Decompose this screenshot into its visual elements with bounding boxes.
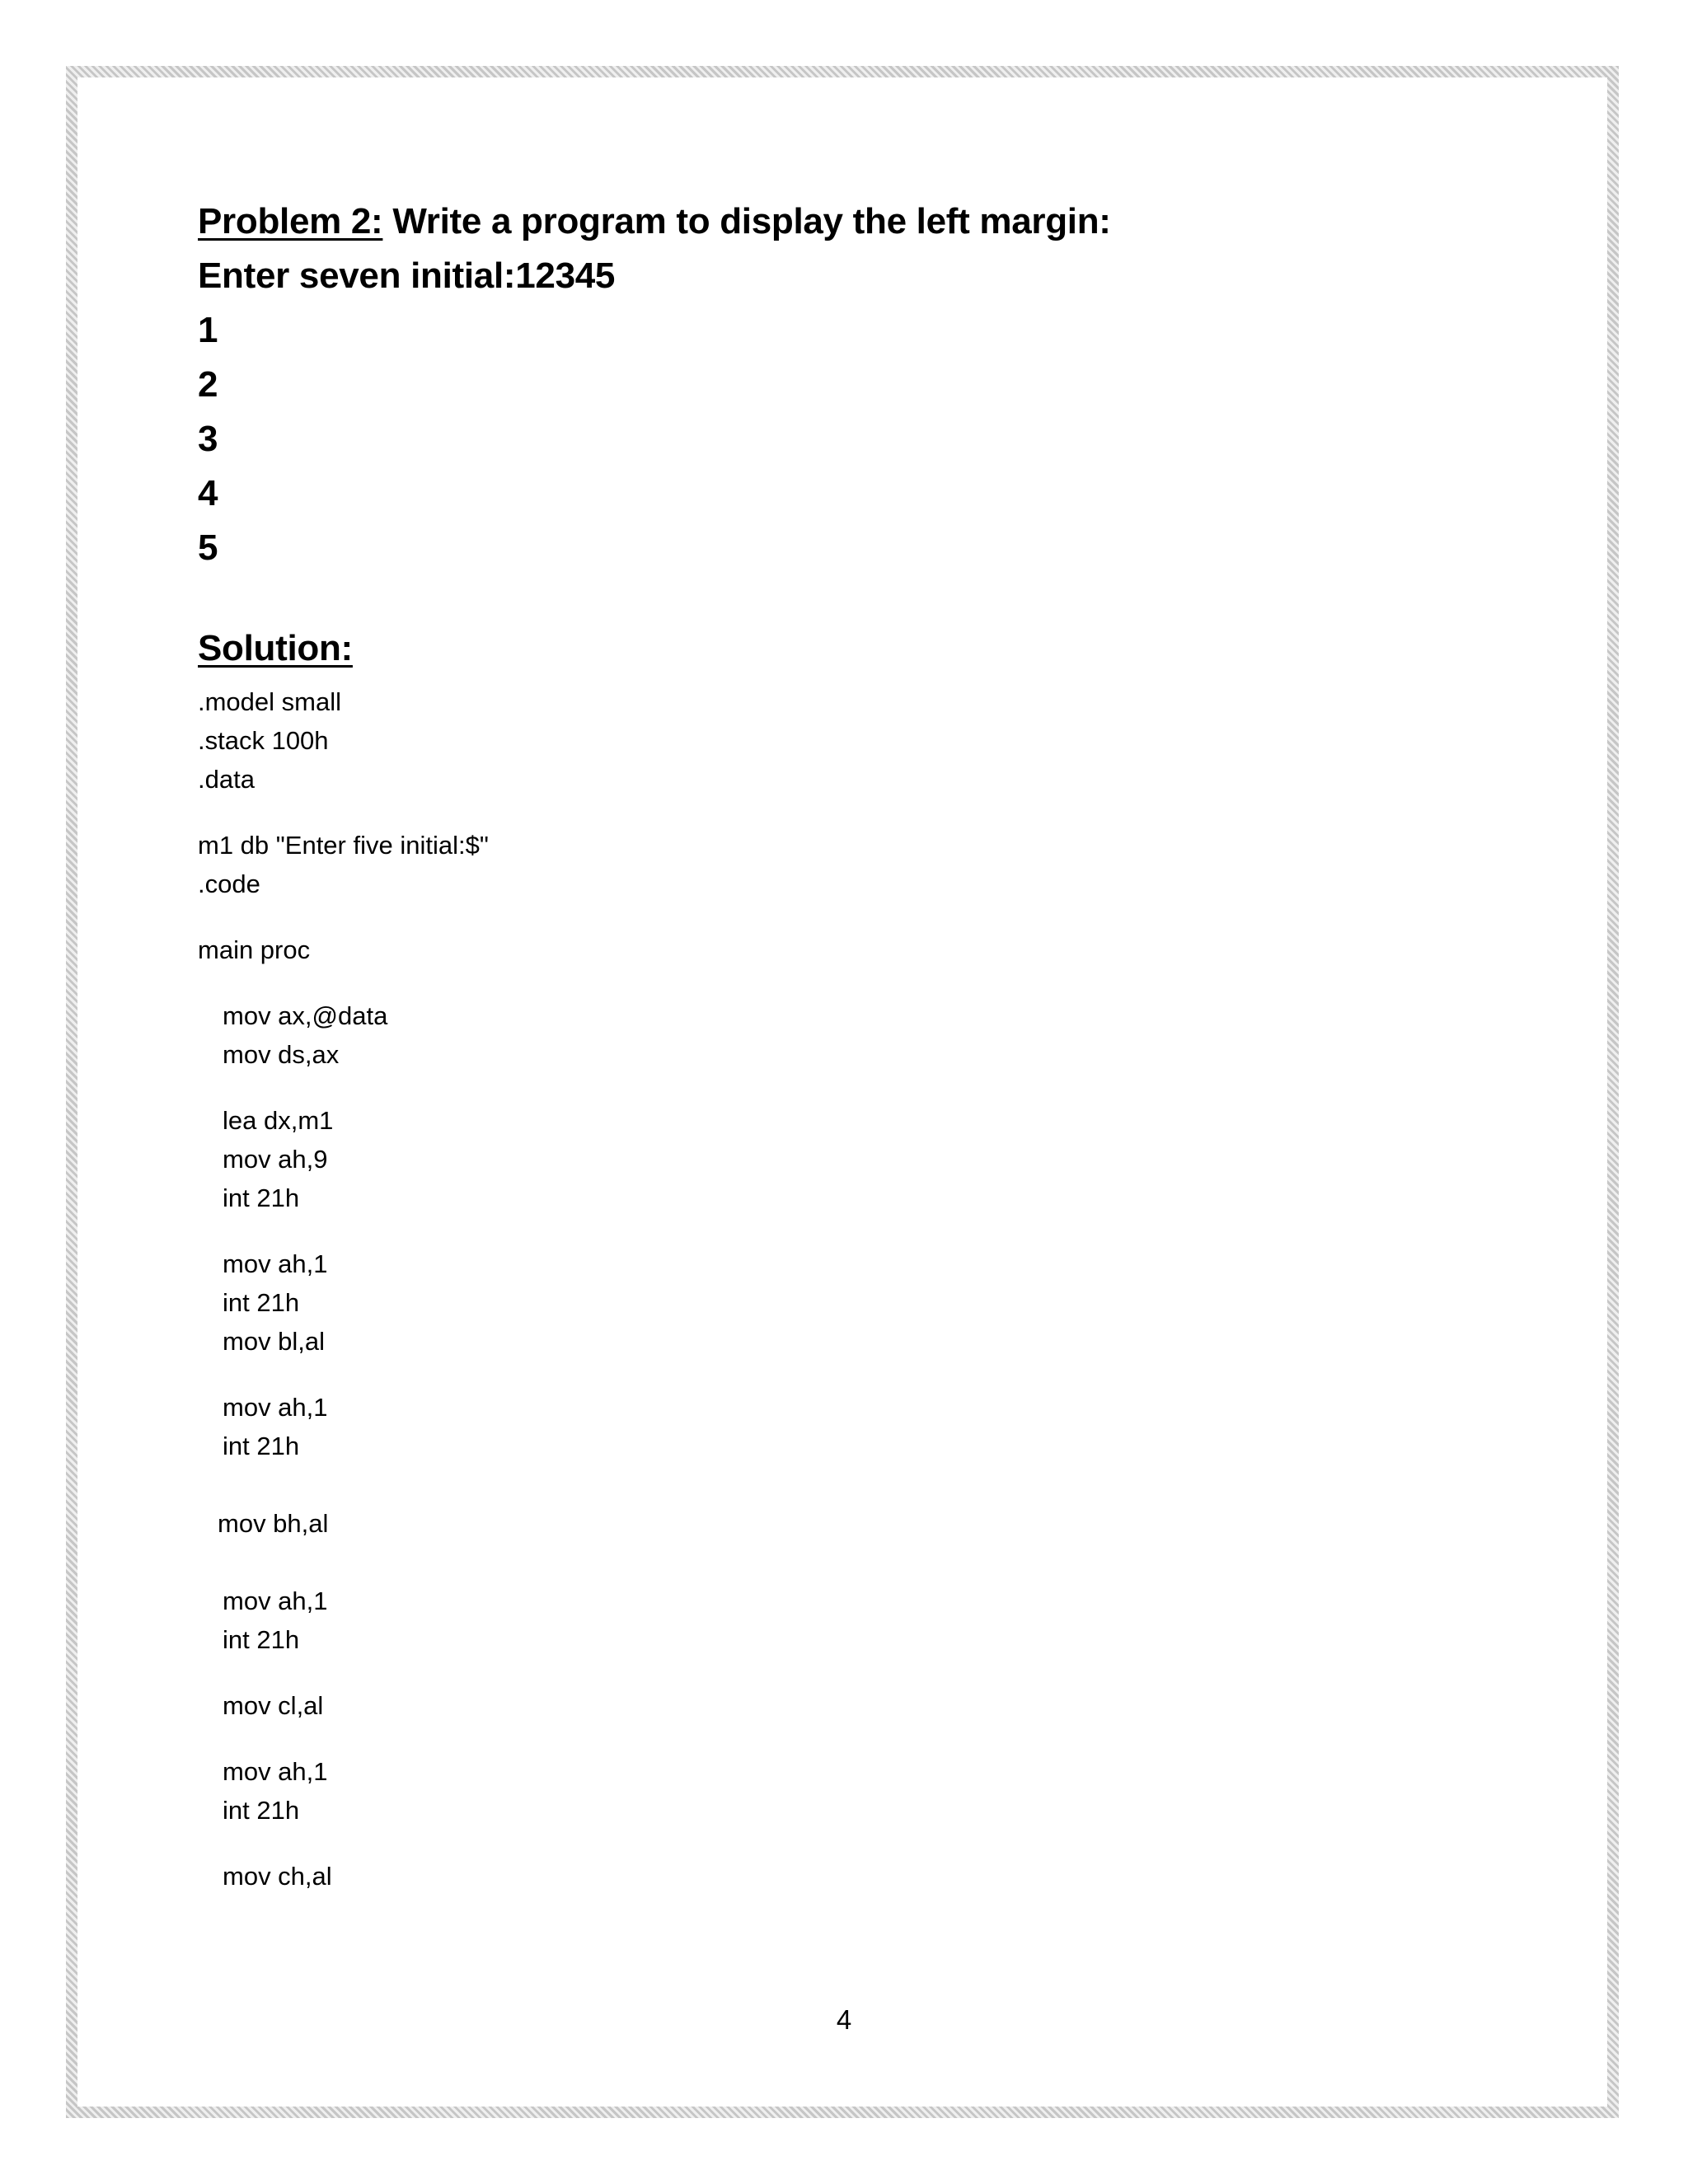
code-line: int 21h	[223, 1625, 300, 1654]
page-number: 4	[836, 2004, 852, 2035]
code-line: mov ah,9	[223, 1145, 328, 1174]
code-line: int 21h	[223, 1432, 300, 1460]
code-line: main proc	[198, 935, 311, 964]
code-line: mov ax,@data	[223, 1001, 388, 1030]
code-line: .code	[198, 869, 260, 898]
output-line: 5	[198, 527, 218, 568]
problem-label: Problem 2:	[198, 201, 383, 241]
output-line: 2	[198, 364, 218, 405]
solution-heading	[198, 621, 1517, 676]
code-line: mov ah,1	[223, 1586, 328, 1615]
code-line: mov ah,1	[223, 1757, 328, 1786]
code-line: mov ds,ax	[223, 1040, 340, 1069]
problem-statement	[198, 194, 1517, 249]
code-line: mov ch,al	[223, 1862, 332, 1891]
code-line: lea dx,m1	[223, 1106, 334, 1135]
code-line: int 21h	[223, 1288, 300, 1317]
prompt-line: Enter seven initial:12345	[198, 255, 616, 296]
code-listing	[198, 682, 1517, 1896]
code-line: .stack 100h	[198, 726, 329, 755]
output-line: 1	[198, 310, 218, 350]
code-line: int 21h	[223, 1183, 300, 1212]
code-line: m1 db "Enter five initial:$"	[198, 831, 489, 860]
code-line: mov cl,al	[223, 1691, 324, 1720]
output-line: 4	[198, 473, 218, 513]
solution-heading-text: Solution:	[198, 628, 353, 668]
code-line: int 21h	[223, 1796, 300, 1825]
code-line: mov bl,al	[223, 1327, 326, 1356]
problem-text: Write a program to display the left margin:	[382, 201, 1111, 241]
code-line: mov ah,1	[223, 1393, 328, 1422]
document-body	[198, 194, 1517, 1896]
code-line: .model small	[198, 687, 341, 716]
code-line: mov ah,1	[223, 1249, 328, 1278]
output-line: 3	[198, 419, 218, 459]
code-line: mov bh,al	[218, 1509, 329, 1538]
code-line: .data	[198, 765, 255, 794]
